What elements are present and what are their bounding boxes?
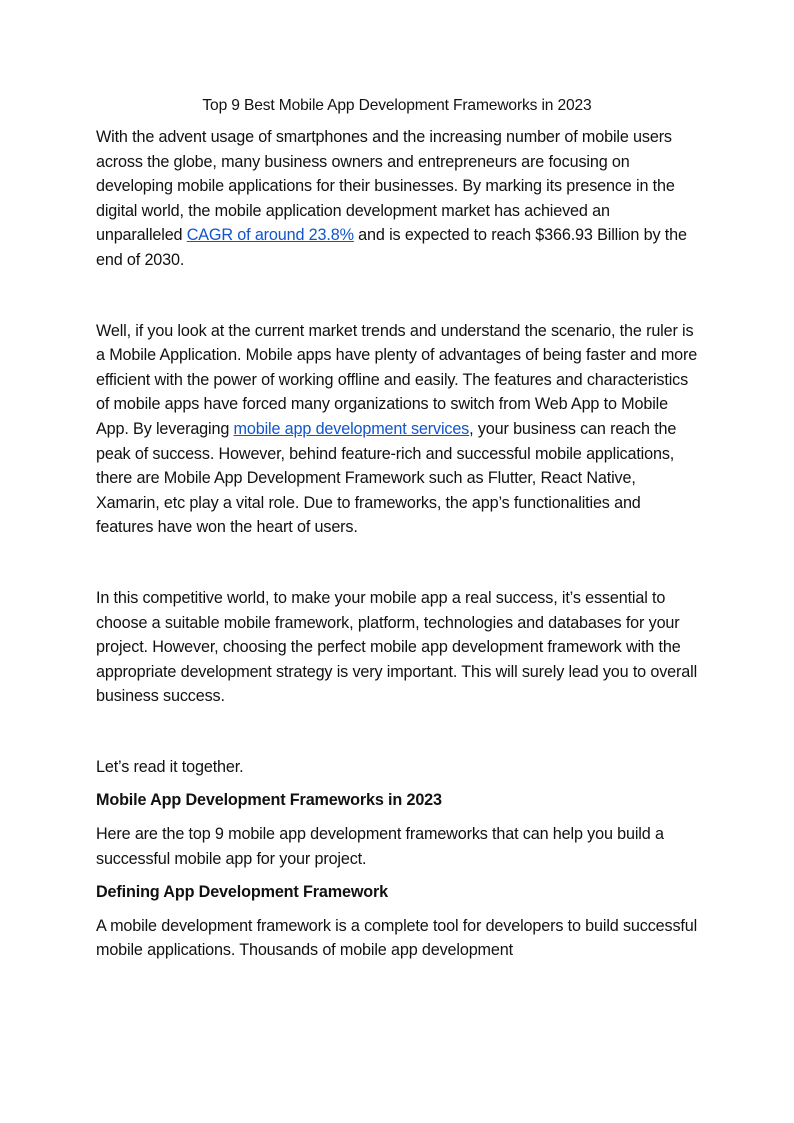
market-text-end: , your business can reach the peak of success. However, behind feature-rich and successful mobile applications, there are Mobile App Development Framework such as Flutter, React Native, Xamarin, etc play a vital role. Due to frameworks, the app’s functionalities and features have won the heart of users.	[96, 419, 677, 537]
document-title: Top 9 Best Mobile App Development Frameworks in 2023	[202, 97, 592, 114]
read-together-paragraph: Let’s read it together.	[96, 757, 244, 776]
services-link[interactable]: mobile app development services	[233, 419, 470, 438]
competitive-paragraph: In this competitive world, to make your mobile app a real success, it’s essential to choose a suitable mobile framework, platform, technologies and databases for your project. However, choosing the perfect mobile app development framework with the appropriate development strategy is very important. This will surely lead you to overall business success.	[96, 588, 698, 706]
frameworks-heading: Mobile App Development Frameworks in 2023	[96, 791, 442, 810]
definition-paragraph: A mobile development framework is a complete tool for developers to build successful mobile applications. Thousands of mobile app development	[96, 916, 698, 960]
defining-heading: Defining App Development Framework	[96, 883, 389, 902]
intro-paragraph	[96, 125, 698, 273]
market-trends-paragraph	[96, 319, 698, 540]
market-text-start: Well, if you look at the current market trends and understand the scenario, the ruler is a Mobile Application. Mobile apps have plenty of advantages of being faster and more efficient with the power of working offline and easily. The features and characteristics of mobile apps have forced many organizations to switch from Web App to Mobile App. By leveraging	[96, 321, 698, 438]
intro-text-start: With the advent usage of smartphones and the increasing number of mobile users across the globe, many business owners and entrepreneurs are focusing on developing mobile applications for their businesses. By marking its presence in the digital world, the mobile application development market has achieved an unparalleled	[96, 128, 675, 245]
document-body	[96, 95, 698, 963]
top-nine-paragraph: Here are the top 9 mobile app development frameworks that can help you build a successful mobile app for your project.	[96, 825, 664, 868]
cagr-link[interactable]: CAGR of around 23.8%	[186, 226, 354, 245]
intro-text-end: and is expected to reach $366.93 Billion by the end of 2030.	[96, 226, 687, 269]
